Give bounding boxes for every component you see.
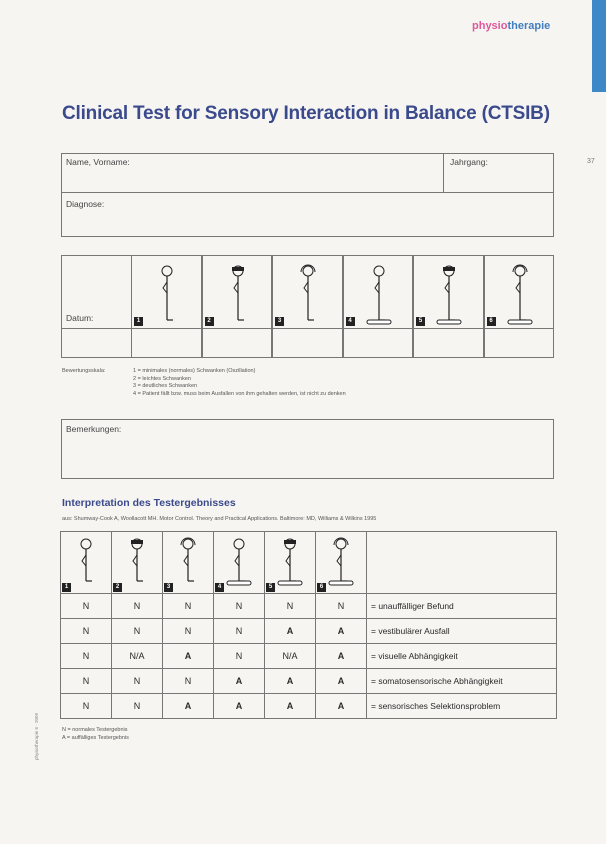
condition-number: 5	[416, 317, 425, 326]
result-cell: N/A	[265, 644, 316, 669]
rating-scale-list	[133, 368, 473, 398]
rating-scale-item: 3 = deutliches Schwanken	[133, 383, 198, 389]
result-cell: N	[214, 644, 265, 669]
result-cell: N	[265, 594, 316, 619]
result-cell: N	[214, 619, 265, 644]
result-cell: N	[112, 619, 163, 644]
result-cell: N	[61, 669, 112, 694]
condition-cell-6	[484, 256, 555, 357]
rating-scale-item: 1 = minimales (normales) Schwanken (Oszillation)	[133, 368, 256, 374]
condition-number: 4	[215, 583, 224, 592]
result-row	[61, 619, 557, 644]
year-label: Jahrgang:	[450, 157, 488, 167]
condition-number: 6	[317, 583, 326, 592]
result-label: = sensorisches Selektionsproblem	[367, 694, 557, 719]
figure-cell-3	[163, 532, 214, 594]
result-cell: N	[61, 594, 112, 619]
stick-figure-icon	[275, 535, 305, 587]
result-cell: N/A	[112, 644, 163, 669]
condition-number: 4	[346, 317, 355, 326]
condition-number: 3	[164, 583, 173, 592]
rating-scale-item: 2 = leichtes Schwanken	[133, 375, 191, 382]
result-cell: A	[214, 669, 265, 694]
condition-cell-2	[202, 256, 273, 357]
remarks-label: Bemerkungen:	[66, 424, 122, 434]
condition-number: 2	[205, 317, 214, 326]
stick-figure-icon	[71, 535, 101, 587]
result-cell: N	[61, 619, 112, 644]
stick-figure-icon	[434, 262, 464, 326]
result-row	[61, 694, 557, 719]
condition-number: 2	[113, 583, 122, 592]
figure-cell-4	[214, 532, 265, 594]
test-grid	[61, 255, 554, 358]
figure-cell-2	[112, 532, 163, 594]
result-cell: A	[316, 669, 367, 694]
diagnosis-box	[61, 193, 554, 237]
interpretation-title: Interpretation des Testergebnisses	[62, 497, 236, 509]
year-divider	[443, 154, 444, 192]
result-cell: N	[61, 644, 112, 669]
rating-scale-item: 4 = Patient fällt bzw. muss beim Ausfallen von ihm gehalten werden, ist nicht zu denken	[133, 390, 346, 397]
result-label: = vestibulärer Ausfall	[367, 619, 557, 644]
figure-cell-1	[61, 532, 112, 594]
condition-number: 6	[487, 317, 496, 326]
result-row	[61, 594, 557, 619]
name-label: Name, Vorname:	[66, 157, 130, 167]
result-cell: N	[112, 669, 163, 694]
result-cell: A	[265, 669, 316, 694]
result-row	[61, 669, 557, 694]
result-cell: A	[265, 694, 316, 719]
interpretation-table	[60, 531, 557, 719]
result-cell: A	[163, 694, 214, 719]
result-cell: A	[316, 644, 367, 669]
result-cell: N	[112, 594, 163, 619]
figure-cell-6	[316, 532, 367, 594]
stick-figure-icon	[293, 262, 323, 326]
remarks-box	[61, 419, 554, 479]
stick-figure-icon	[223, 262, 253, 326]
condition-number: 3	[275, 317, 284, 326]
legend	[62, 727, 129, 742]
result-cell: A	[316, 694, 367, 719]
condition-cell-3	[272, 256, 343, 357]
condition-number: 1	[134, 317, 143, 326]
brand-part-a: physio	[472, 20, 508, 32]
stick-figure-icon	[173, 535, 203, 587]
interpretation-source: aus: Shumway-Cook A, Woollacott MH. Motor Control. Theory and Practical Applications. Baltimore: MD, Williams & Wilkins 1995	[62, 516, 377, 522]
condition-cell-5	[413, 256, 484, 357]
condition-number: 5	[266, 583, 275, 592]
figure-cell-5	[265, 532, 316, 594]
result-cell: N	[112, 694, 163, 719]
result-cell: A	[265, 619, 316, 644]
result-cell: N	[163, 594, 214, 619]
brand-logo	[472, 20, 550, 32]
figure-row	[61, 532, 557, 594]
condition-cell-1	[131, 256, 202, 357]
condition-number: 1	[62, 583, 71, 592]
stick-figure-icon	[152, 262, 182, 326]
stick-figure-icon	[505, 262, 535, 326]
result-label: = somatosensorische Abhängigkeit	[367, 669, 557, 694]
result-cell: N	[214, 594, 265, 619]
rating-scale-label: Bewertungsskala:	[62, 368, 106, 374]
result-cell: N	[61, 694, 112, 719]
figure-cell-empty	[367, 532, 557, 594]
legend-item: A = auffälliges Testergebnis	[62, 734, 129, 741]
result-cell: A	[316, 619, 367, 644]
blue-edge-tab	[592, 0, 606, 92]
diagnosis-label: Diagnose:	[66, 199, 105, 209]
stick-figure-icon	[326, 535, 356, 587]
result-cell: N	[163, 669, 214, 694]
stick-figure-icon	[122, 535, 152, 587]
condition-cell-4	[343, 256, 414, 357]
name-year-box	[61, 153, 554, 193]
result-label: = visuelle Abhängigkeit	[367, 644, 557, 669]
result-label: = unauffälliger Befund	[367, 594, 557, 619]
page-title: Clinical Test for Sensory Interaction in Balance (CTSIB)	[62, 103, 550, 124]
result-cell: A	[163, 644, 214, 669]
stick-figure-icon	[224, 535, 254, 587]
stick-figure-icon	[364, 262, 394, 326]
result-cell: N	[316, 594, 367, 619]
result-row	[61, 644, 557, 669]
result-cell: A	[214, 694, 265, 719]
result-cell: N	[163, 619, 214, 644]
brand-part-b: therapie	[507, 20, 551, 32]
legend-item: N = normales Testergebnis	[62, 727, 128, 733]
page-number: 37	[587, 158, 595, 165]
date-label: Datum:	[66, 313, 94, 323]
side-note: physiotherapie 6 · 2009	[34, 712, 39, 760]
